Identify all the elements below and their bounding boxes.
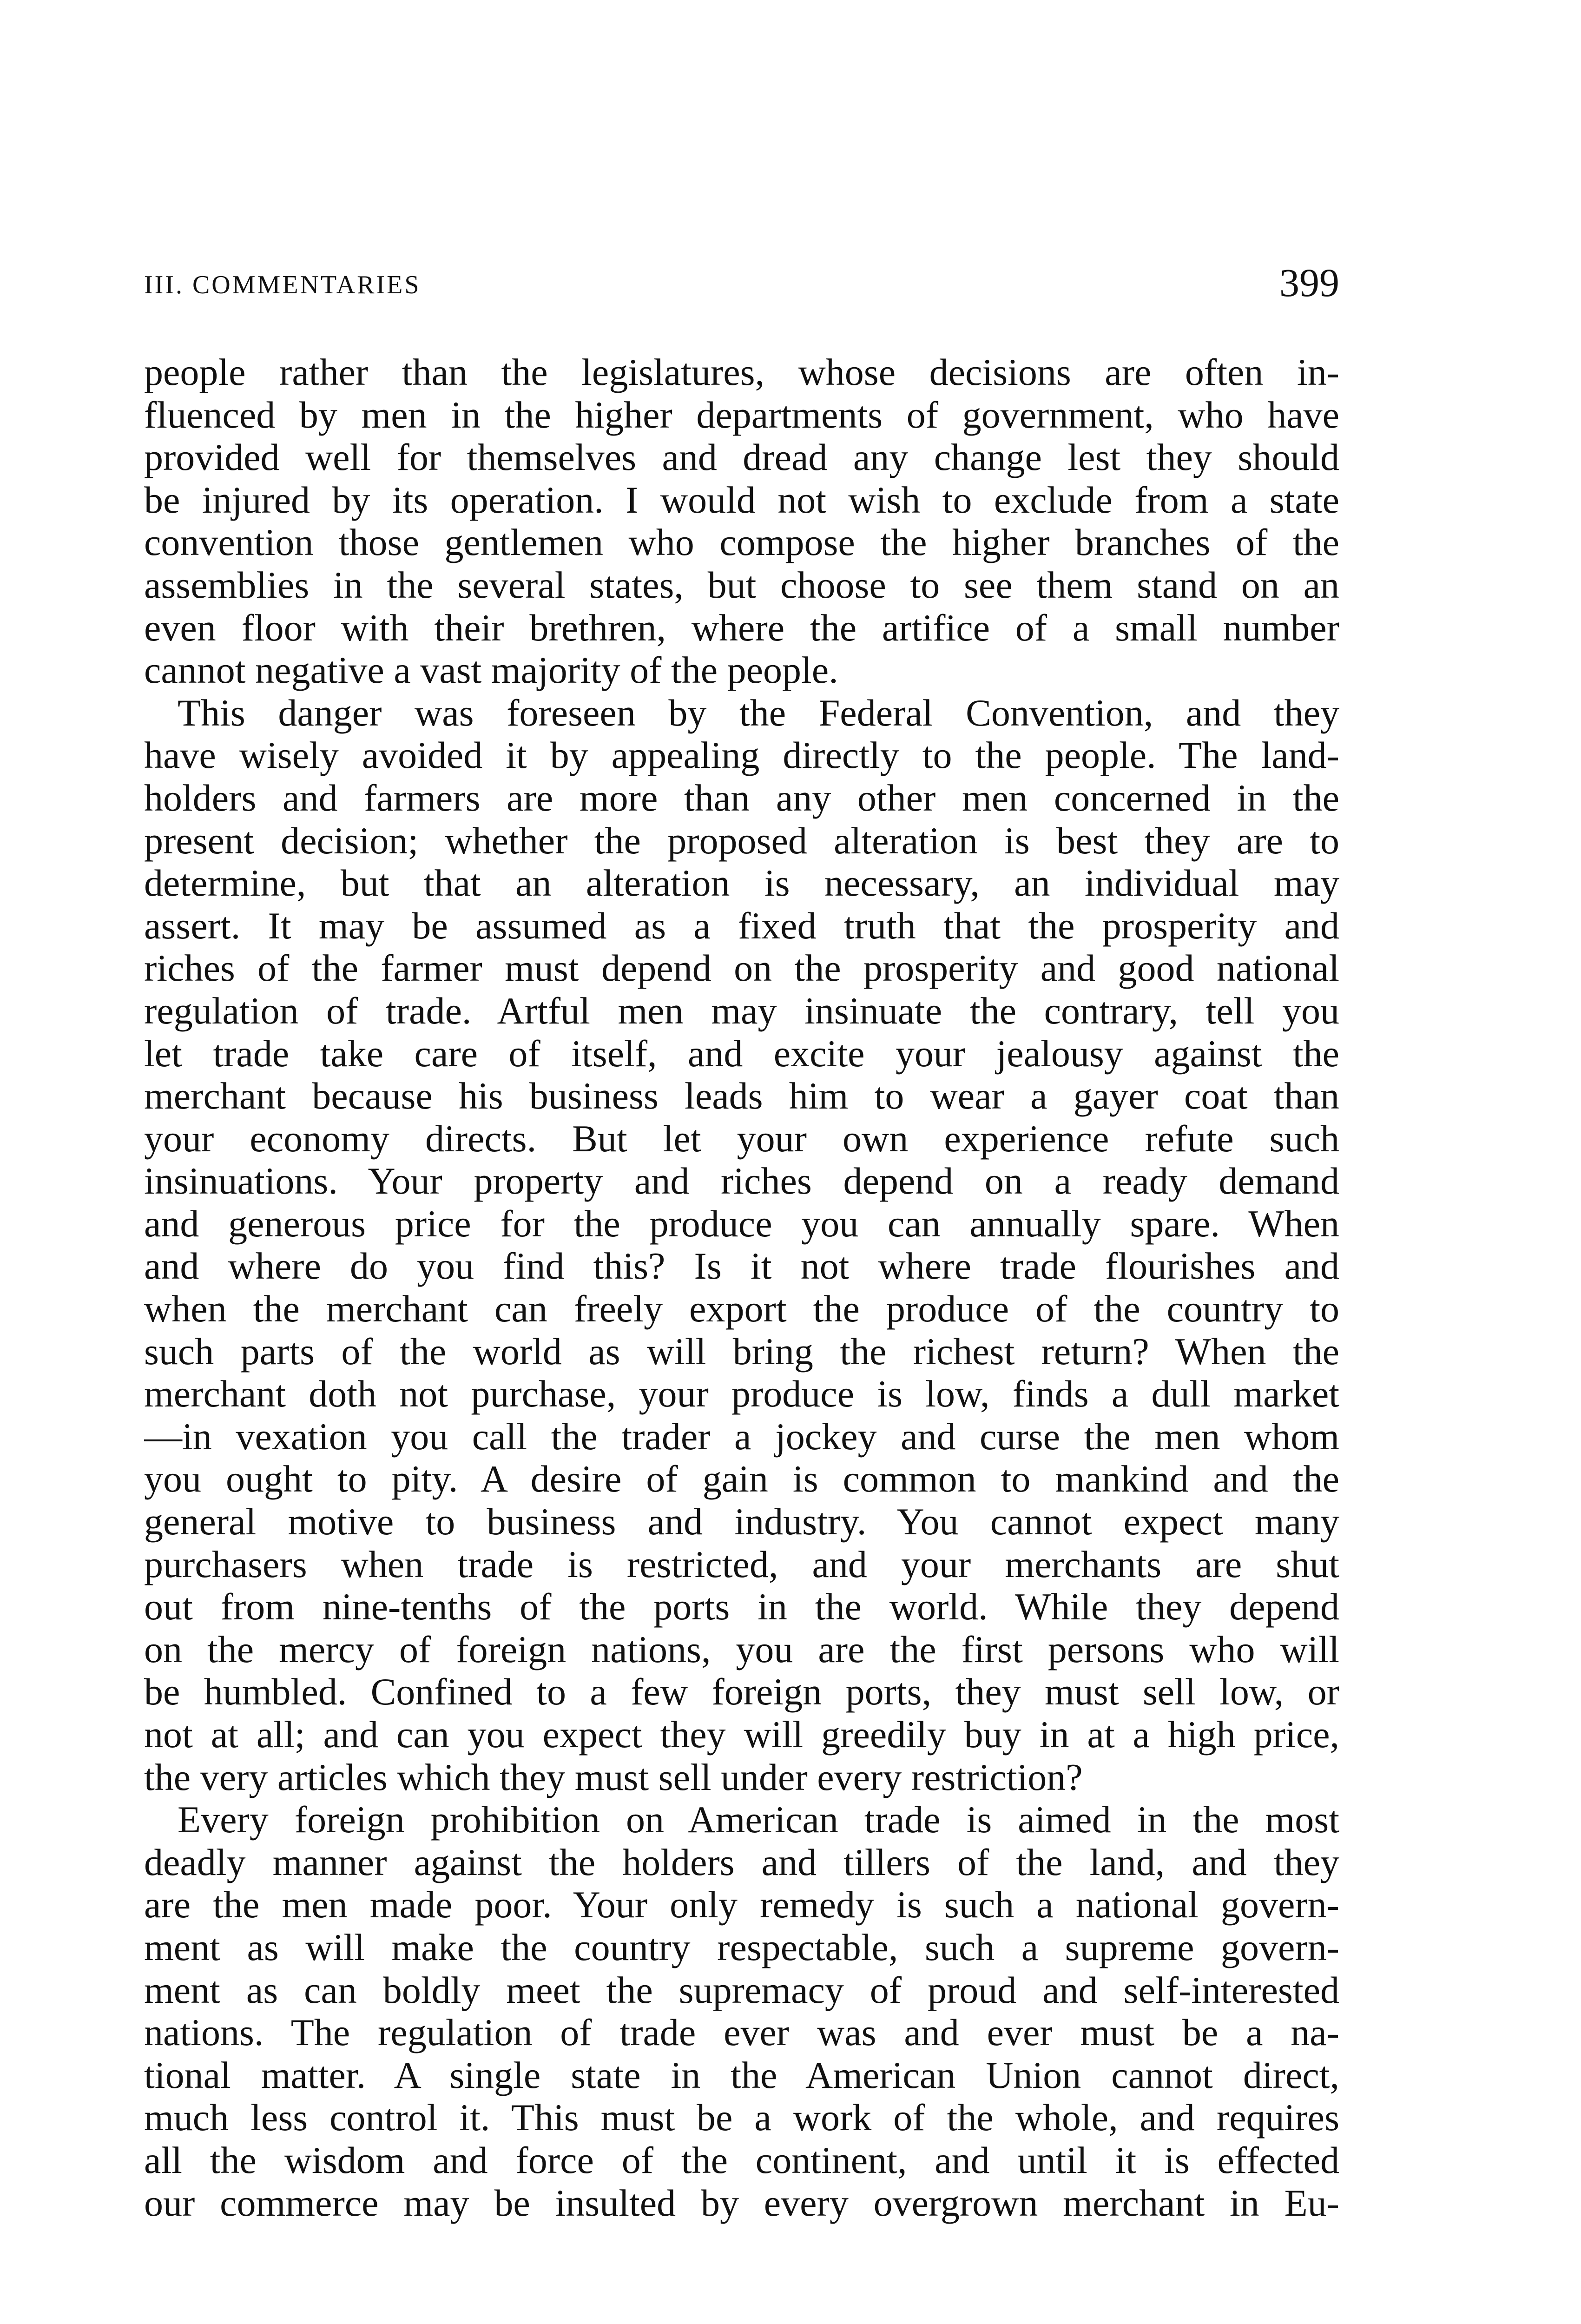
text-line: merchant because his business leads him to wear a gayer coat than bbox=[144, 1075, 1339, 1117]
text-line: assemblies in the several states, but choose to see them stand on an bbox=[144, 563, 1339, 606]
text-line: tional matter. A single state in the American Union cannot direct, bbox=[144, 2053, 1339, 2096]
text-line: not at all; and can you expect they will greedily buy in at a high price, bbox=[144, 1713, 1339, 1756]
text-line: your economy directs. But let your own experience refute such bbox=[144, 1117, 1339, 1160]
text-line: be humbled. Confined to a few foreign ports, they must sell low, or bbox=[144, 1670, 1339, 1713]
running-head: III. COMMENTARIES bbox=[144, 271, 421, 299]
text-line: have wisely avoided it by appealing directly to the people. The land- bbox=[144, 734, 1339, 777]
text-line: provided well for themselves and dread any change lest they should bbox=[144, 436, 1339, 479]
text-line: all the wisdom and force of the continent, and until it is effected bbox=[144, 2139, 1339, 2181]
text-line: determine, but that an alteration is necessary, an individual may bbox=[144, 862, 1339, 905]
text-line: present decision; whether the proposed alteration is best they are to bbox=[144, 819, 1339, 862]
text-line: on the mercy of foreign nations, you are the first persons who will bbox=[144, 1628, 1339, 1670]
text-line: and where do you find this? Is it not where trade flourishes and bbox=[144, 1245, 1339, 1287]
text-line: cannot negative a vast majority of the people. bbox=[144, 649, 838, 692]
text-line: Every foreign prohibition on American trade is aimed in the most bbox=[178, 1798, 1339, 1841]
text-line: regulation of trade. Artful men may insinuate the contrary, tell you bbox=[144, 989, 1339, 1032]
page-number: 399 bbox=[1279, 260, 1339, 305]
text-line: the very articles which they must sell under every restriction? bbox=[144, 1756, 1083, 1798]
text-line: even floor with their brethren, where the artifice of a small number bbox=[144, 606, 1339, 649]
paragraph bbox=[144, 692, 1339, 1798]
body-text bbox=[144, 351, 1339, 2224]
text-line: riches of the farmer must depend on the prosperity and good national bbox=[144, 947, 1339, 990]
text-line: deadly manner against the holders and tillers of the land, and they bbox=[144, 1841, 1339, 1883]
text-line: much less control it. This must be a work of the whole, and requires bbox=[144, 2096, 1339, 2139]
text-line: general motive to business and industry. You cannot expect many bbox=[144, 1500, 1339, 1543]
text-line: This danger was foreseen by the Federal Convention, and they bbox=[178, 691, 1339, 734]
text-line: fluenced by men in the higher departments of government, who have bbox=[144, 393, 1339, 436]
text-line: nations. The regulation of trade ever was and ever must be a na- bbox=[144, 2011, 1339, 2054]
text-line: when the merchant can freely export the produce of the country to bbox=[144, 1287, 1339, 1330]
text-line: people rather than the legislatures, whose decisions are often in- bbox=[144, 351, 1339, 393]
text-line: and generous price for the produce you can annually spare. When bbox=[144, 1202, 1339, 1245]
text-line: convention those gentlemen who compose the higher branches of the bbox=[144, 521, 1339, 564]
text-line: ment as can boldly meet the supremacy of proud and self-interested bbox=[144, 1968, 1339, 2011]
text-line: such parts of the world as will bring the richest return? When the bbox=[144, 1330, 1339, 1373]
text-line: be injured by its operation. I would not wish to exclude from a state bbox=[144, 478, 1339, 521]
text-line: let trade take care of itself, and excite your jealousy against the bbox=[144, 1032, 1339, 1075]
text-line: merchant doth not purchase, your produce is low, finds a dull market bbox=[144, 1373, 1339, 1415]
text-line: —in vexation you call the trader a jockey and curse the men whom bbox=[144, 1415, 1339, 1458]
text-line: insinuations. Your property and riches depend on a ready demand bbox=[144, 1160, 1339, 1202]
text-line: holders and farmers are more than any other men concerned in the bbox=[144, 776, 1339, 819]
paragraph bbox=[144, 351, 1339, 692]
paragraph bbox=[144, 1798, 1339, 2224]
text-line: our commerce may be insulted by every overgrown merchant in Eu- bbox=[144, 2181, 1339, 2224]
text-line: ment as will make the country respectable, such a supreme govern- bbox=[144, 1926, 1339, 1968]
text-line: are the men made poor. Your only remedy is such a national govern- bbox=[144, 1883, 1339, 1926]
text-line: out from nine-tenths of the ports in the world. While they depend bbox=[144, 1585, 1339, 1628]
text-line: assert. It may be assumed as a fixed truth that the prosperity and bbox=[144, 904, 1339, 947]
text-line: purchasers when trade is restricted, and your merchants are shut bbox=[144, 1543, 1339, 1585]
text-line: you ought to pity. A desire of gain is common to mankind and the bbox=[144, 1458, 1339, 1500]
